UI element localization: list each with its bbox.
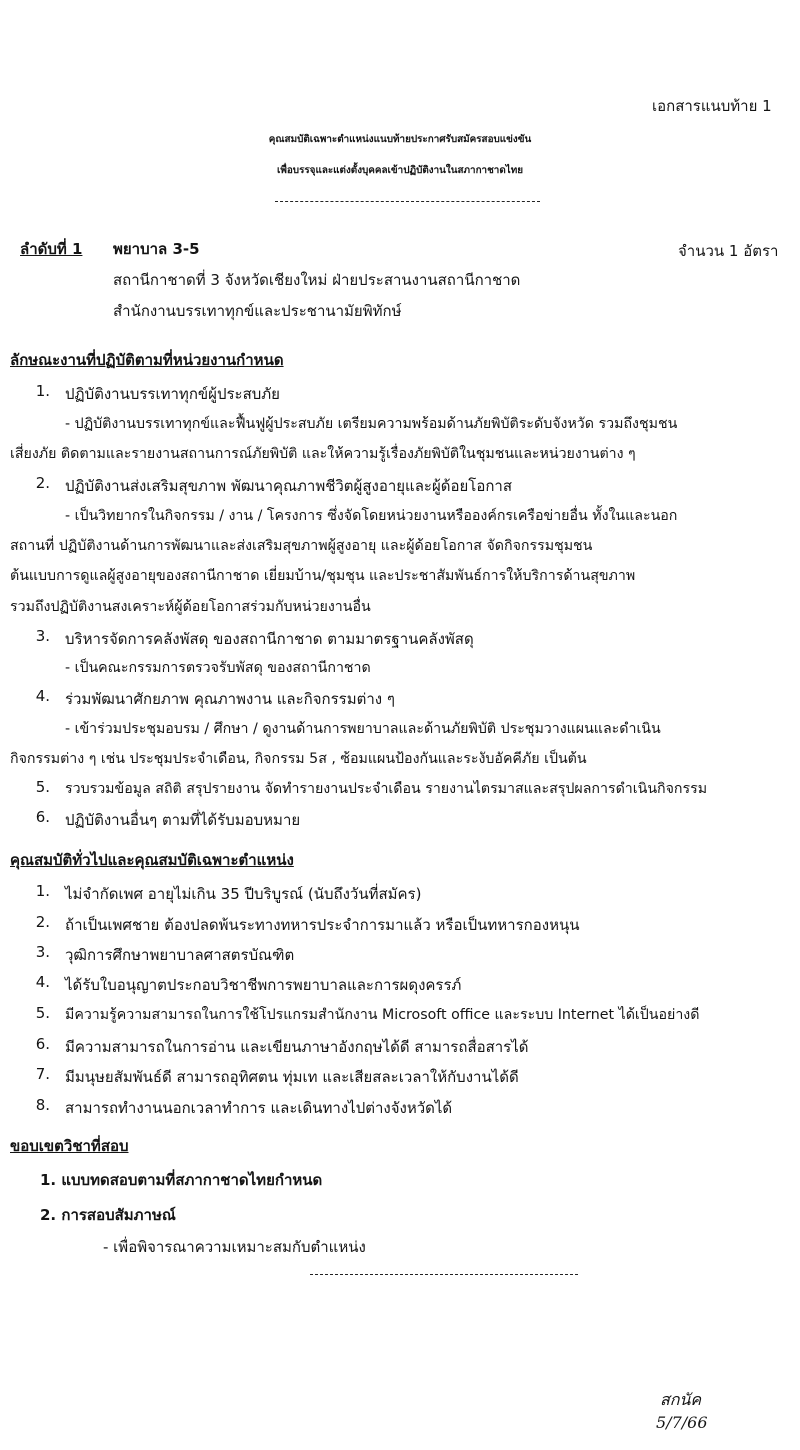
qualification-item: ได้รับใบอนุญาตประกอบวิชาชีพการพยาบาลและการผดุงครรภ์ bbox=[65, 976, 462, 994]
exam-item-2: 2. การสอบสัมภาษณ์ bbox=[40, 1206, 176, 1224]
duty-item-detail: กิจกรรมต่าง ๆ เช่น ประชุมประจำเดือน, กิจกรรม 5ส , ซ้อมแผนป้องกันและระงับอัคคีภัย เป็นต้น bbox=[10, 751, 587, 767]
title-divider bbox=[275, 201, 540, 202]
duty-item-detail: ต้นแบบการดูแลผู้สูงอายุของสถานีกาชาด เยี่ยมบ้าน/ชุมชุน และประชาสัมพันธ์การให้บริการด้านสุขภาพ bbox=[10, 568, 636, 584]
position-count: จำนวน 1 อัตรา bbox=[678, 242, 779, 260]
duty-number: 6. bbox=[35, 808, 50, 826]
duty-item-detail: - เป็นวิทยากรในกิจกรรม / งาน / โครงการ ซึ่งจัดโดยหน่วยงานหรือองค์กรเครือข่ายอื่น ทั้งในและนอก bbox=[65, 508, 678, 524]
duty-item-detail: - เข้าร่วมประชุมอบรม / ศึกษา / ดูงานด้านการพยาบาลและด้านภัยพิบัติ ประชุมวางแผนและดำเนิน bbox=[65, 721, 661, 737]
qualification-number: 5. bbox=[35, 1004, 50, 1022]
qualifications-heading: คุณสมบัติทั่วไปและคุณสมบัติเฉพาะตำแหน่ง bbox=[10, 851, 294, 869]
qualification-number: 6. bbox=[35, 1035, 50, 1053]
handwritten-date: 5/7/66 bbox=[656, 1413, 708, 1432]
doc-title-line1: คุณสมบัติเฉพาะตำแหน่งแนบท้ายประกาศรับสมัครสอบแข่งขัน bbox=[268, 134, 532, 145]
duty-item-text: ร่วมพัฒนาศักยภาพ คุณภาพงาน และกิจกรรมต่าง ๆ bbox=[65, 690, 395, 708]
qualification-number: 3. bbox=[35, 943, 50, 961]
duty-item-text: บริหารจัดการคลังพัสดุ ของสถานีกาชาด ตามมาตรฐานคลังพัสดุ bbox=[65, 630, 474, 648]
exam-item-2-detail: - เพื่อพิจารณาความเหมาะสมกับตำแหน่ง bbox=[103, 1238, 366, 1256]
exam-heading: ขอบเขตวิชาที่สอบ bbox=[10, 1137, 129, 1155]
duty-item-text: ปฏิบัติงานส่งเสริมสุขภาพ พัฒนาคุณภาพชีวิตผู้สูงอายุและผู้ด้อยโอกาส bbox=[65, 477, 513, 495]
qualification-item: มีมนุษยสัมพันธ์ดี สามารถอุทิศตน ทุ่มเท และเสียสละเวลาให้กับงานได้ดี bbox=[65, 1068, 519, 1086]
qualification-item: วุฒิการศึกษาพยาบาลศาสตรบัณฑิต bbox=[65, 946, 295, 964]
position-order-label: ลำดับที่ 1 bbox=[20, 240, 83, 258]
duty-item-detail: สถานที่ ปฏิบัติงานด้านการพัฒนาและส่งเสริมสุขภาพผู้สูงอายุ และผู้ด้อยโอกาส จัดกิจกรรมชุมชน bbox=[10, 538, 593, 554]
position-title: พยาบาล 3-5 bbox=[113, 240, 200, 258]
duty-item-text: ปฏิบัติงานบรรเทาทุกข์ผู้ประสบภัย bbox=[65, 385, 280, 403]
duty-item-text: ปฏิบัติงานอื่นๆ ตามที่ได้รับมอบหมาย bbox=[65, 811, 301, 829]
doc-title-line2: เพื่อบรรจุและแต่งตั้งบุคคลเข้าปฏิบัติงานในสภากาชาดไทย bbox=[276, 165, 524, 176]
qualification-item: ถ้าเป็นเพศชาย ต้องปลดพ้นระทางทหารประจำการมาแล้ว หรือเป็นทหารกองหนุน bbox=[65, 916, 580, 934]
duty-number: 3. bbox=[35, 627, 50, 645]
duty-item-detail: - เป็นคณะกรรมการตรวจรับพัสดุ ของสถานีกาชาด bbox=[65, 660, 371, 676]
duty-number: 4. bbox=[35, 687, 50, 705]
qualification-number: 7. bbox=[35, 1065, 50, 1083]
duty-item-text: รวบรวมข้อมูล สถิติ สรุปรายงาน จัดทำรายงานประจำเดือน รายงานไตรมาสและสรุปผลการดำเนินกิจกรรม bbox=[65, 781, 708, 797]
duty-item-detail: เสี่ยงภัย ติดตามและรายงานสถานการณ์ภัยพิบัติ และให้ความรู้เรื่องภัยพิบัติในชุมชนและหน่วยงานต่าง ๆ bbox=[10, 446, 636, 462]
qualification-number: 4. bbox=[35, 973, 50, 991]
duty-item-detail: รวมถึงปฏิบัติงานสงเคราะห์ผู้ด้อยโอกาสร่วมกับหน่วยงานอื่น bbox=[10, 599, 371, 615]
qualification-number: 2. bbox=[35, 913, 50, 931]
position-unit-line2: สำนักงานบรรเทาทุกข์และประชานามัยพิทักษ์ bbox=[113, 302, 402, 320]
duties-heading: ลักษณะงานที่ปฏิบัติตามที่หน่วยงานกำหนด bbox=[10, 351, 284, 369]
qualification-item: สามารถทำงานนอกเวลาทำการ และเดินทางไปต่างจังหวัดได้ bbox=[65, 1099, 453, 1117]
attachment-label: เอกสารแนบท้าย 1 bbox=[652, 97, 772, 115]
end-divider bbox=[310, 1274, 578, 1275]
qualification-item: ไม่จำกัดเพศ อายุไม่เกิน 35 ปีบริบูรณ์ (นับถึงวันที่สมัคร) bbox=[65, 885, 422, 903]
qualification-item: มีความสามารถในการอ่าน และเขียนภาษาอังกฤษได้ดี สามารถสื่อสารได้ bbox=[65, 1038, 529, 1056]
handwritten-initials: สกนัค bbox=[660, 1390, 702, 1409]
qualification-number: 8. bbox=[35, 1096, 50, 1114]
duty-number: 1. bbox=[35, 382, 50, 400]
qualification-number: 1. bbox=[35, 882, 50, 900]
duty-number: 2. bbox=[35, 474, 50, 492]
qualification-item: มีความรู้ความสามารถในการใช้โปรแกรมสำนักงาน Microsoft office และระบบ Internet ได้เป็นอย่างดี bbox=[65, 1007, 700, 1023]
duty-number: 5. bbox=[35, 778, 50, 796]
exam-item-1: 1. แบบทดสอบตามที่สภากาชาดไทยกำหนด bbox=[40, 1171, 323, 1189]
position-unit-line1: สถานีกาชาดที่ 3 จังหวัดเชียงใหม่ ฝ่ายประสานงานสถานีกาชาด bbox=[113, 271, 521, 289]
duty-item-detail: - ปฏิบัติงานบรรเทาทุกข์และฟื้นฟูผู้ประสบภัย เตรียมความพร้อมด้านภัยพิบัติระดับจังหวัด รวมถึงชุมชน bbox=[65, 416, 678, 432]
